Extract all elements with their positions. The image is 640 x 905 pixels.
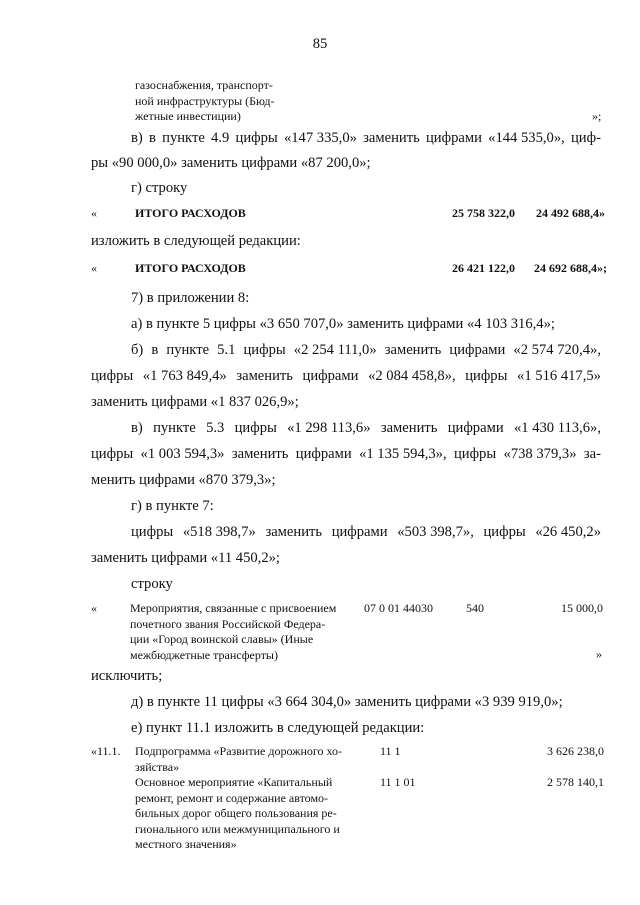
word: заменить <box>265 524 323 540</box>
word: «738 379,3» <box>503 446 577 462</box>
word: за- <box>583 446 601 462</box>
row-11-1-name <box>135 744 342 775</box>
paragraph-v-5-3-line1 <box>131 417 601 440</box>
paragraph-v-4-9-line1 <box>131 127 601 150</box>
word: в <box>151 342 159 358</box>
word: заменить <box>384 342 442 358</box>
stroku-text: строку <box>131 576 173 592</box>
paragraph-g-text-line2: заменить цифрами «11 450,2»; <box>91 550 280 566</box>
word: в) <box>131 130 143 146</box>
total-old-value-1: 25 758 322,0 <box>452 206 515 220</box>
paragraph-g-item7: г) в пункте 7: <box>131 498 214 514</box>
paragraph-v-5-3-line2 <box>91 443 601 466</box>
paragraph-e: е) пункт 11.1 изложить в следующей редакции: <box>131 720 425 736</box>
word: пункте <box>162 130 205 146</box>
word: 4.9 <box>211 130 230 146</box>
word: «1 516 417,5» <box>517 368 601 384</box>
word: заменить <box>380 420 438 436</box>
row-osn-line: гионального или межмуниципального и <box>135 821 340 836</box>
row-osn-line: местного значения» <box>135 837 237 851</box>
izlozhit-text: изложить в следующей редакции: <box>91 233 301 249</box>
paragraph-b-line1 <box>131 339 601 362</box>
word: заменить <box>231 446 289 462</box>
row-11-1-line: зяйства» <box>135 759 180 774</box>
row-excl-code: 07 0 01 44030 <box>364 601 433 615</box>
total-old-label: ИТОГО РАСХОДОВ <box>135 206 246 220</box>
word: «2 254 111,0» <box>293 342 377 358</box>
paragraph-d: д) в пункте 11 цифры «3 664 304,0» заменить цифрами «3 939 919,0»; <box>131 694 563 710</box>
total-old-open-quote: « <box>91 206 97 220</box>
row-excl-type: 540 <box>466 601 484 615</box>
word: цифрами <box>302 368 359 384</box>
paragraph-a: а) в пункте 5 цифры «3 650 707,0» заменить цифрами «4 103 316,4»; <box>131 316 555 332</box>
word: 5.3 <box>206 420 225 436</box>
word: «518 398,7» <box>182 524 256 540</box>
word: цифры <box>91 446 134 462</box>
fragment-line: жетные инвестиции) <box>135 109 241 123</box>
row-osn-line: бильных дорог общего пользования ре- <box>135 806 337 820</box>
row-excl-line: ции «Город воинской славы» (Иные <box>130 632 314 646</box>
total-new-value-1: 26 421 122,0 <box>452 261 515 275</box>
word: «1 135 594,3», <box>359 446 447 462</box>
row-osn-amount: 2 578 140,1 <box>547 775 604 789</box>
total-new-value-2: 24 692 688,4»; <box>534 261 607 275</box>
row-excl-amount: 15 000,0 <box>561 601 603 615</box>
row-excl-open-quote: « <box>91 601 97 615</box>
word: в) <box>131 420 143 436</box>
word: цифры <box>131 524 174 540</box>
word: цифры <box>234 420 277 436</box>
paragraph-v-5-3-line3: менить цифрами «870 379,3»; <box>91 472 276 488</box>
word: пункте <box>153 420 196 436</box>
word: цифрами <box>331 524 388 540</box>
word: «503 398,7», <box>397 524 474 540</box>
fragment-line: газоснабжения, транспорт- <box>135 78 273 92</box>
row-osn-name <box>135 775 340 853</box>
word: цифры <box>465 368 508 384</box>
word: цифрами <box>447 420 504 436</box>
fragment-line: ной инфраструктуры (Бюд- <box>135 93 275 108</box>
paragraph-g-text-line1 <box>131 521 601 544</box>
word: цифры <box>235 130 278 146</box>
closing-quote: »; <box>592 109 602 123</box>
page-number: 85 <box>312 36 328 52</box>
word: в <box>149 130 156 146</box>
paragraph-g-stroku: г) строку <box>131 180 188 196</box>
row-excl-line: межбюджетные трансферты) <box>130 647 278 662</box>
word: «1 430 113,6», <box>513 420 601 436</box>
word: «1 763 849,4» <box>142 368 227 384</box>
word: циф- <box>571 130 601 146</box>
row-osn-code: 11 1 01 <box>380 775 416 789</box>
word: цифрами <box>449 342 506 358</box>
paragraph-v-4-9-line2: ры «90 000,0» заменить цифрами «87 200,0»; <box>91 155 371 171</box>
word: «1 003 594,3» <box>140 446 225 462</box>
word: заменить <box>363 130 420 146</box>
row-osn-line: Основное мероприятие «Капитальный <box>135 775 333 789</box>
row-11-1-amount: 3 626 238,0 <box>547 744 604 758</box>
total-old-value-2: 24 492 688,4» <box>536 206 605 220</box>
total-new-label: ИТОГО РАСХОДОВ <box>135 261 246 275</box>
word: цифры <box>243 342 286 358</box>
row-11-1-number: «11.1. <box>91 744 121 758</box>
row-excl-close-quote: » <box>596 647 602 661</box>
word: «147 335,0» <box>283 130 357 146</box>
paragraph-b-line2 <box>91 365 601 388</box>
row-osn-line: ремонт, ремонт и содержание автомо- <box>135 790 329 805</box>
item-7-heading: 7) в приложении 8: <box>131 290 250 306</box>
word: цифрами <box>426 130 482 146</box>
row-11-1-line: Подпрограмма «Развитие дорожного хо- <box>135 744 343 758</box>
word: «144 535,0», <box>488 130 565 146</box>
word: цифры <box>91 368 134 384</box>
word: заменить <box>236 368 293 384</box>
word: пункте <box>166 342 210 358</box>
word: «26 450,2» <box>535 524 601 540</box>
word: цифрами <box>295 446 352 462</box>
isklyuchit-text: исключить; <box>91 668 163 684</box>
total-new-open-quote: « <box>91 261 97 275</box>
word: 5.1 <box>217 342 236 358</box>
word: «1 298 113,6» <box>287 420 371 436</box>
word: б) <box>131 342 144 358</box>
word: «2 574 720,4», <box>513 342 601 358</box>
word: цифры <box>483 524 526 540</box>
word: цифры <box>453 446 497 462</box>
word: «2 084 458,8», <box>368 368 456 384</box>
table-fragment-text <box>135 78 275 125</box>
row-excl-line: почетного звания Российской Федера- <box>130 616 326 631</box>
paragraph-b-line3: заменить цифрами «1 837 026,9»; <box>91 394 299 410</box>
row-11-1-code: 11 1 <box>380 744 401 758</box>
row-excl-line: Мероприятия, связанные с присвоением <box>130 601 337 615</box>
row-excl-name <box>130 601 336 663</box>
